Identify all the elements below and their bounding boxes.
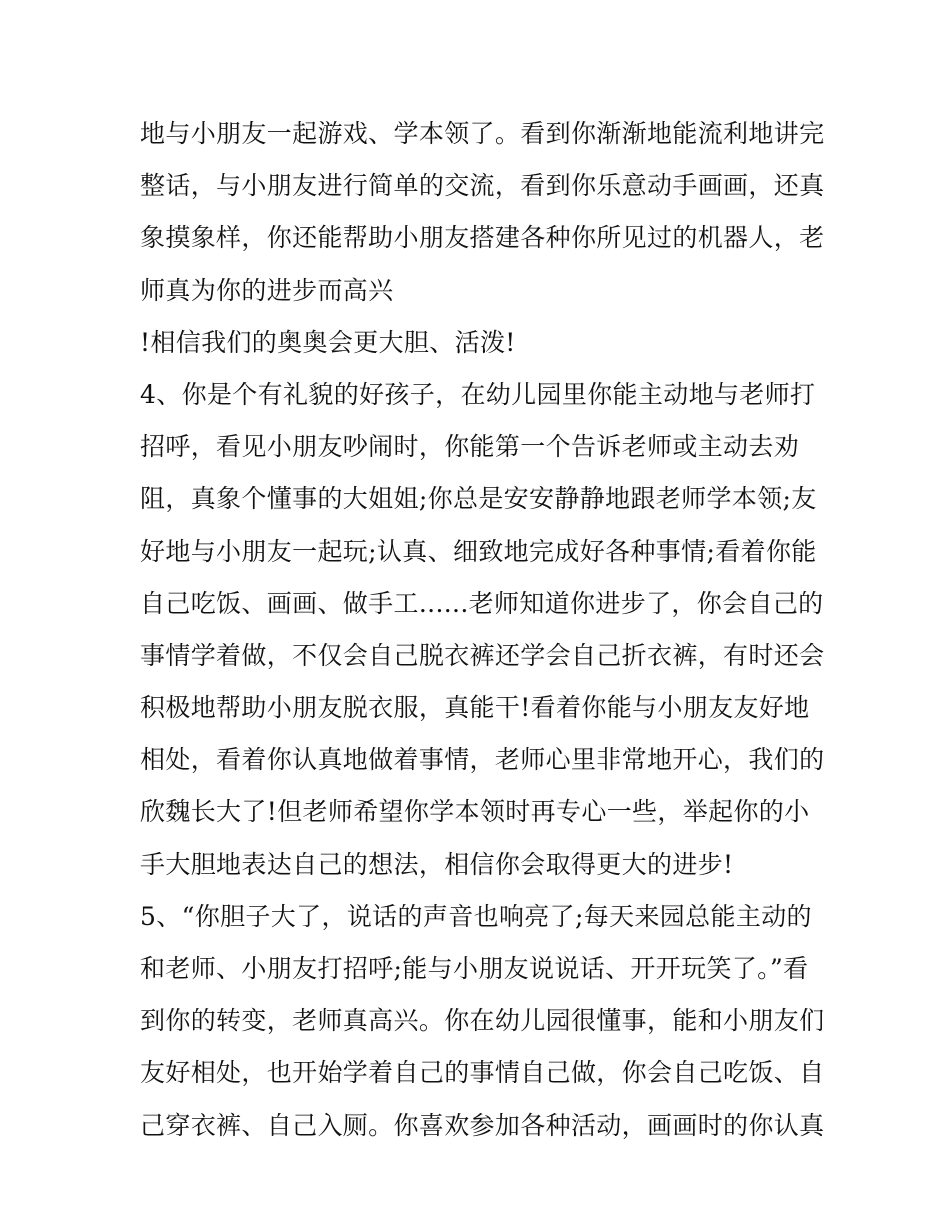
text-line: 己穿衣裤、自己入厕。你喜欢参加各种活动，画画时的你认真: [140, 1110, 825, 1140]
text-line: !相信我们的奥奥会更大胆、活泼!: [140, 327, 516, 357]
text-line: 4、你是个有礼貌的好孩子，在幼儿园里你能主动地与老师打: [140, 379, 816, 409]
text-line: 阻，真象个懂事的大姐姐;你总是安安静静地跟老师学本领;友: [140, 484, 817, 514]
text-line: 自己吃饭、画画、做手工......老师知道你进步了，你会自己的: [140, 588, 824, 618]
text-line: 积极地帮助小朋友脱衣服，真能干!看着你能与小朋友友好地: [140, 693, 810, 723]
text-line: 整话，与小朋友进行简单的交流，看到你乐意动手画画，还真: [140, 171, 825, 201]
text-line: 相处，看着你认真地做着事情，老师心里非常地开心，我们的: [140, 745, 825, 775]
text-line: 到你的转变，老师真高兴。你在幼儿园很懂事，能和小朋友们: [140, 1006, 825, 1036]
text-line: 手大胆地表达自己的想法，相信你会取得更大的进步!: [140, 849, 734, 879]
text-line: 地与小朋友一起游戏、学本领了。看到你渐渐地能流利地讲完: [140, 119, 825, 148]
text-line: 和老师、小朋友打招呼;能与小朋友说说话、开开玩笑了。”看: [140, 954, 809, 983]
text-line: 欣魏长大了!但老师希望你学本领时再专心一些，举起你的小: [140, 797, 810, 827]
text-line: 师真为你的进步而高兴: [140, 275, 394, 305]
text-line: 好地与小朋友一起玩;认真、细致地完成好各种事情;看着你能: [140, 536, 817, 566]
text-line: 友好相处，也开始学着自己的事情自己做，你会自己吃饭、自: [140, 1058, 825, 1088]
text-line: 事情学着做，不仅会自己脱衣裤还学会自己折衣裤，有时还会: [140, 640, 825, 670]
document-body: [140, 108, 825, 1152]
text-line: 5、“你胆子大了，说话的声音也响亮了;每天来园总能主动的: [140, 901, 812, 931]
text-line: 招呼，看见小朋友吵闹时，你能第一个告诉老师或主动去劝: [140, 432, 800, 462]
text-line: 象摸象样，你还能帮助小朋友搭建各种你所见过的机器人，老: [140, 223, 825, 253]
